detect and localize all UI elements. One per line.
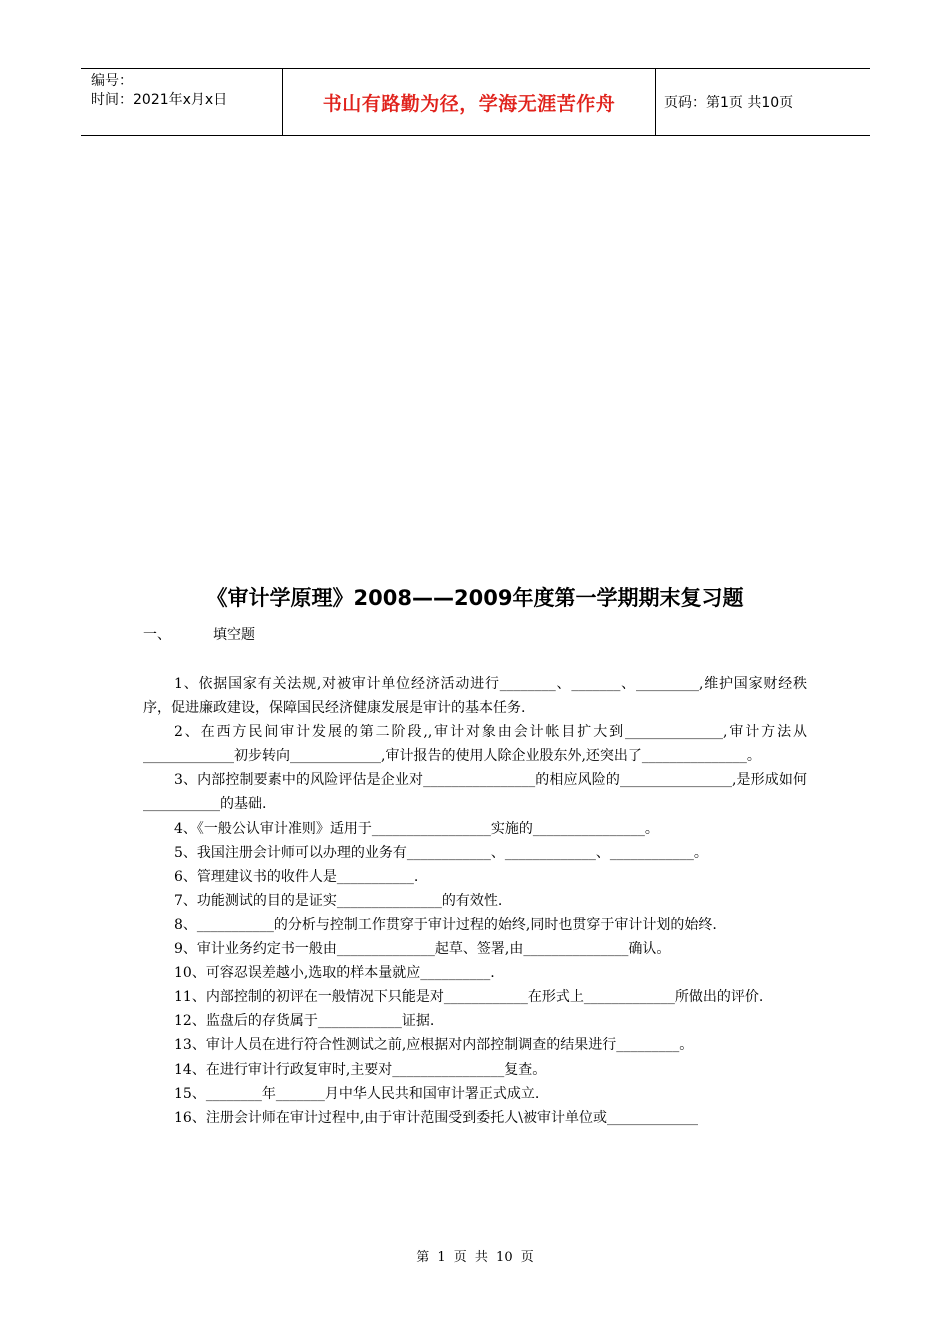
question-item: 15、________年_______月中华人民共和国审计署正式成立. [174, 1085, 540, 1102]
page-footer: 第 1 页 共 10 页 [416, 1250, 534, 1265]
question-item: 7、功能测试的目的是证实_______________的有效性. [174, 892, 503, 909]
question-item: 4、《一般公认审计准则》适用于_________________实施的________________。 [174, 820, 659, 837]
question-item: 9、审计业务约定书一般由______________起草、签署,由_______________确认。 [174, 941, 671, 958]
document-title: 《审计学原理》2008——2009年度第一学期期末复习题 [206, 586, 744, 610]
question-item: 12、监盘后的存货属于____________证据. [174, 1013, 435, 1030]
header-page-info: 页码：第1页 共10页 [664, 95, 794, 111]
section-heading [143, 624, 255, 644]
header-motto: 书山有路勤为径，学海无涯苦作舟 [282, 69, 656, 135]
question-item: 2、在西方民间审计发展的第二阶段,,审计对象由会计帐目扩大到______________,审计方法从_____________初步转向_____________,审计报告的使用人除企业股东外,还突出了_______________。 [143, 724, 807, 765]
question-item: 16、注册会计师在审计过程中,由于审计范围受到委托人\被审计单位或_____________ [174, 1109, 698, 1126]
page-header [81, 68, 870, 136]
header-time-label: 时间：2021年x月x日 [91, 92, 228, 108]
question-item: 10、可容忍误差越小,选取的样本量就应__________. [174, 965, 495, 982]
question-item: 8、___________的分析与控制工作贯穿于审计过程的始终,同时也贯穿于审计计划的始终. [174, 916, 717, 933]
question-item: 13、审计人员在进行符合性测试之前,应根据对内部控制调查的结果进行_________。 [174, 1037, 694, 1054]
question-item: 3、内部控制要素中的风险评估是企业对________________的相应风险的________________,是形成如何___________的基础. [143, 772, 807, 813]
header-meta [81, 69, 282, 135]
question-item: 14、在进行审计行政复审时,主要对________________复查。 [174, 1061, 547, 1078]
question-list [143, 672, 807, 1130]
header-number-label: 编号： [91, 73, 133, 89]
question-item: 6、管理建议书的收件人是___________. [174, 868, 419, 885]
question-item: 11、内部控制的初评在一般情况下只能是对____________在形式上_____________所做出的评价. [174, 989, 764, 1006]
section-title: 填空题 [213, 627, 255, 643]
question-item: 5、我国注册会计师可以办理的业务有____________、_____________、____________。 [174, 844, 708, 861]
section-number: 一、 [143, 627, 171, 643]
question-item: 1、依据国家有关法规,对被审计单位经济活动进行________、_______、_________,维护国家财经秩序，促进廉政建设，保障国民经济健康发展是审计的基本任务. [143, 676, 807, 717]
